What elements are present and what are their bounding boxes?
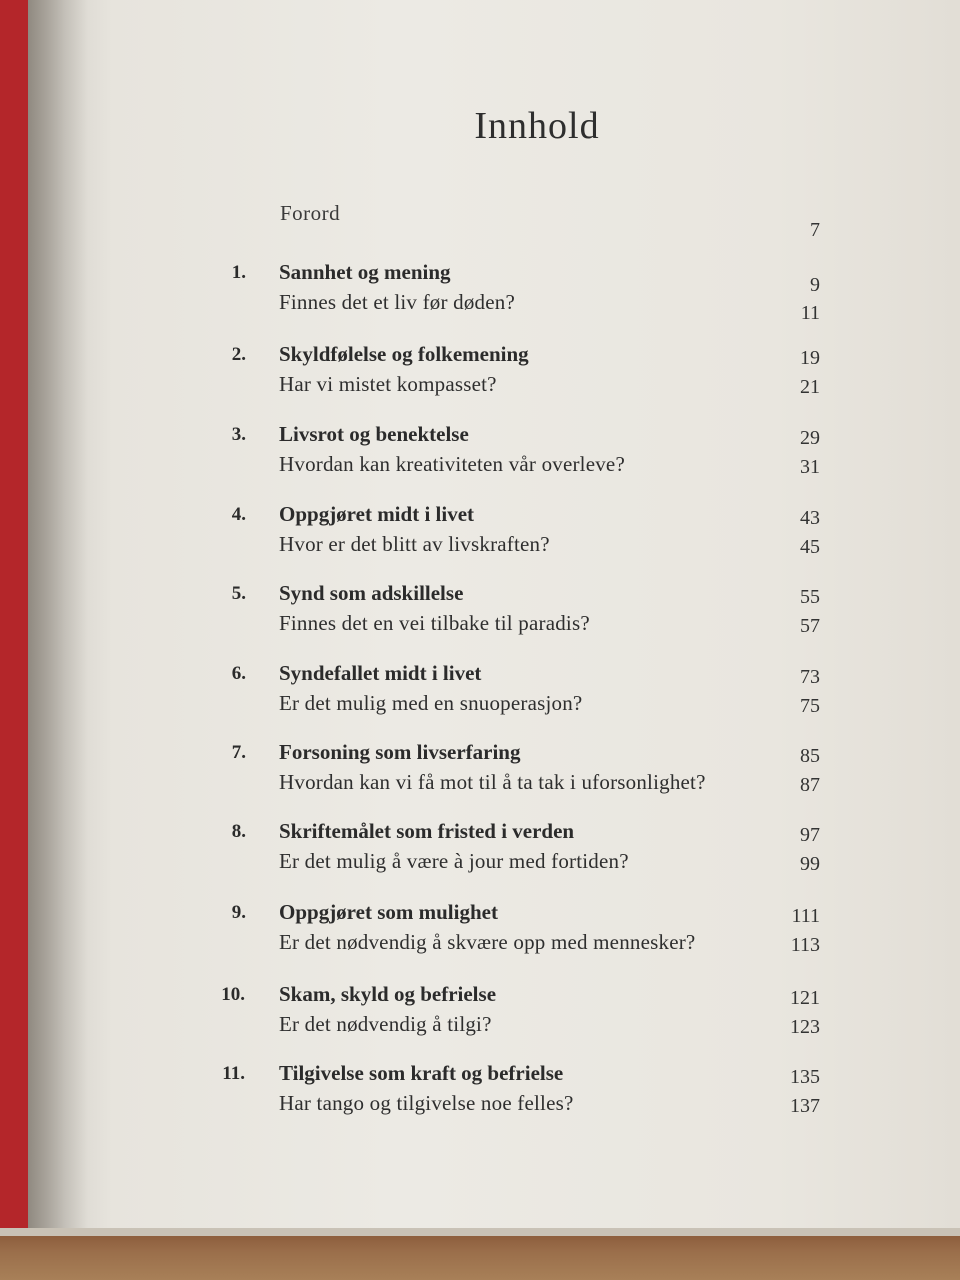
- chapter-title: Oppgjøret midt i livet: [279, 502, 475, 526]
- chapter-subtitle-page-number: 87: [800, 774, 820, 796]
- chapter-subtitle: Hvordan kan vi få mot til å ta tak i uforsonlighet?: [279, 770, 706, 794]
- chapter-title: Skyldfølelse og folkemening: [279, 342, 529, 366]
- chapter-title-page-number: 9: [810, 274, 820, 296]
- chapter-number: 10.: [221, 984, 245, 1005]
- chapter-subtitle-page-number: 123: [790, 1016, 820, 1038]
- chapter-title: Forsoning som livserfaring: [279, 740, 521, 764]
- chapter-title-page-number: 111: [791, 905, 820, 927]
- chapter-number: 6.: [231, 663, 246, 684]
- chapter-number: 9.: [231, 902, 246, 923]
- chapter-number: 2.: [231, 344, 246, 365]
- page-title: Innhold: [474, 105, 600, 147]
- chapter-title-page-number: 55: [800, 586, 820, 608]
- chapter-number: 5.: [231, 583, 246, 604]
- chapter-subtitle: Er det mulig å være à jour med fortiden?: [279, 849, 629, 873]
- chapter-subtitle: Hvordan kan kreativiteten vår overleve?: [279, 452, 625, 476]
- foreword-page-number: 7: [810, 219, 820, 241]
- chapter-title-page-number: 135: [790, 1066, 820, 1088]
- chapter-number: 1.: [231, 262, 246, 283]
- chapter-number: 8.: [231, 821, 246, 842]
- chapter-subtitle: Er det nødvendig å tilgi?: [279, 1012, 492, 1036]
- table-surface: [0, 1232, 960, 1280]
- chapter-title: Sannhet og mening: [279, 260, 451, 284]
- chapter-title-page-number: 73: [800, 666, 820, 688]
- chapter-subtitle: Har tango og tilgivelse noe felles?: [279, 1091, 574, 1115]
- chapter-subtitle: Er det mulig med en snuoperasjon?: [279, 691, 583, 715]
- chapter-subtitle-page-number: 11: [800, 302, 820, 324]
- chapter-title-page-number: 29: [800, 427, 820, 449]
- chapter-title: Skam, skyld og befrielse: [279, 982, 497, 1006]
- foreword-label: Forord: [280, 201, 341, 225]
- chapter-title-page-number: 85: [800, 745, 820, 767]
- chapter-subtitle-page-number: 99: [800, 853, 820, 875]
- chapter-title: Syndefallet midt i livet: [279, 661, 482, 685]
- chapter-title-page-number: 19: [800, 347, 820, 369]
- chapter-subtitle-page-number: 31: [800, 456, 820, 478]
- chapter-title-page-number: 43: [800, 507, 820, 529]
- chapter-title: Oppgjøret som mulighet: [279, 900, 498, 924]
- chapter-title: Livsrot og benektelse: [279, 422, 469, 446]
- chapter-number: 7.: [231, 742, 246, 763]
- chapter-title: Skriftemålet som fristed i verden: [279, 819, 575, 843]
- page-gutter-shadow: [28, 0, 88, 1232]
- chapter-subtitle-page-number: 137: [790, 1095, 820, 1117]
- chapter-number: 4.: [231, 504, 246, 525]
- chapter-subtitle-page-number: 21: [800, 376, 820, 398]
- chapter-subtitle-page-number: 45: [800, 536, 820, 558]
- page-edge: [0, 1228, 960, 1236]
- chapter-title-page-number: 97: [800, 824, 820, 846]
- chapter-subtitle: Finnes det et liv før døden?: [279, 290, 515, 314]
- chapter-number: 3.: [231, 424, 246, 445]
- chapter-subtitle-page-number: 113: [790, 934, 820, 956]
- chapter-title: Tilgivelse som kraft og befrielse: [279, 1061, 564, 1085]
- chapter-title: Synd som adskillelse: [279, 581, 464, 605]
- chapter-number: 11.: [222, 1063, 245, 1084]
- chapter-subtitle: Finnes det en vei tilbake til paradis?: [279, 611, 590, 635]
- chapter-subtitle-page-number: 75: [800, 695, 820, 717]
- chapter-subtitle-page-number: 57: [800, 615, 820, 637]
- chapter-subtitle: Er det nødvendig å skvære opp med mennesker?: [279, 930, 696, 954]
- chapter-subtitle: Har vi mistet kompasset?: [279, 372, 497, 396]
- chapter-subtitle: Hvor er det blitt av livskraften?: [279, 532, 550, 556]
- chapter-title-page-number: 121: [790, 987, 820, 1009]
